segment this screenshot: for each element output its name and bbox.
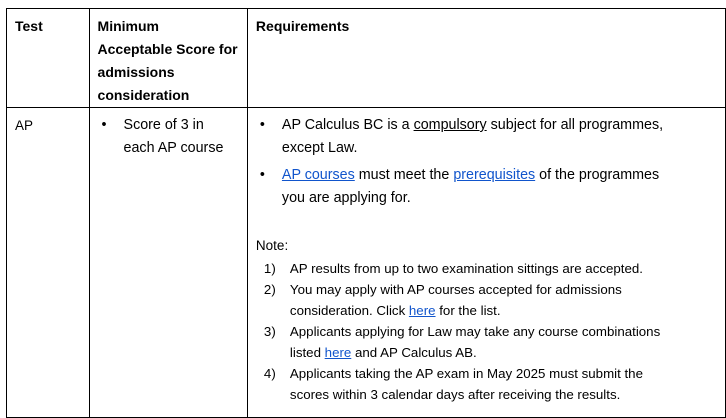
header-requirements: Requirements	[247, 9, 725, 108]
bullet-icon: •	[101, 117, 107, 133]
compulsory-underline: compulsory	[413, 117, 487, 133]
min-score-list	[90, 114, 247, 160]
here-link-list[interactable]: here	[408, 303, 436, 318]
header-test: Test	[7, 9, 90, 108]
note-label: Note:	[255, 238, 289, 253]
list-item: • AP Calculus BC is a compulsory subject for all programmes, except Law.	[248, 114, 725, 160]
min-score-cell	[89, 108, 247, 418]
ap-courses-link[interactable]: AP courses	[281, 167, 355, 183]
header-row	[7, 9, 726, 108]
note-item: 4) Applicants taking the AP exam in May 2025 must submit the scores within 3 calendar days after receiving the results.	[263, 366, 643, 402]
list-item: • AP courses must meet the prerequisites of the programmes you are applying for.	[248, 164, 725, 210]
header-min-score: Minimum Acceptable Score for admissions consideration	[89, 9, 247, 108]
requirements-cell	[247, 108, 725, 418]
prerequisites-link[interactable]: prerequisites	[453, 167, 536, 183]
test-cell: AP	[7, 108, 90, 418]
here-link-law[interactable]: here	[324, 345, 352, 360]
note-item: 3) Applicants applying for Law may take any course combinations listed here and AP Calculus AB.	[263, 324, 661, 360]
requirements-list	[248, 114, 725, 210]
table-row	[7, 108, 726, 418]
notes-list	[248, 258, 725, 405]
note-item: 1) AP results from up to two examination sittings are accepted.	[263, 261, 643, 276]
bullet-icon: •	[259, 117, 265, 133]
bullet-icon: •	[259, 167, 265, 183]
list-item: • Score of 3 in each AP course	[90, 114, 247, 160]
note-item: 2) You may apply with AP courses accepted for admissions consideration. Click here for the list.	[263, 282, 622, 318]
requirements-table	[6, 8, 726, 418]
